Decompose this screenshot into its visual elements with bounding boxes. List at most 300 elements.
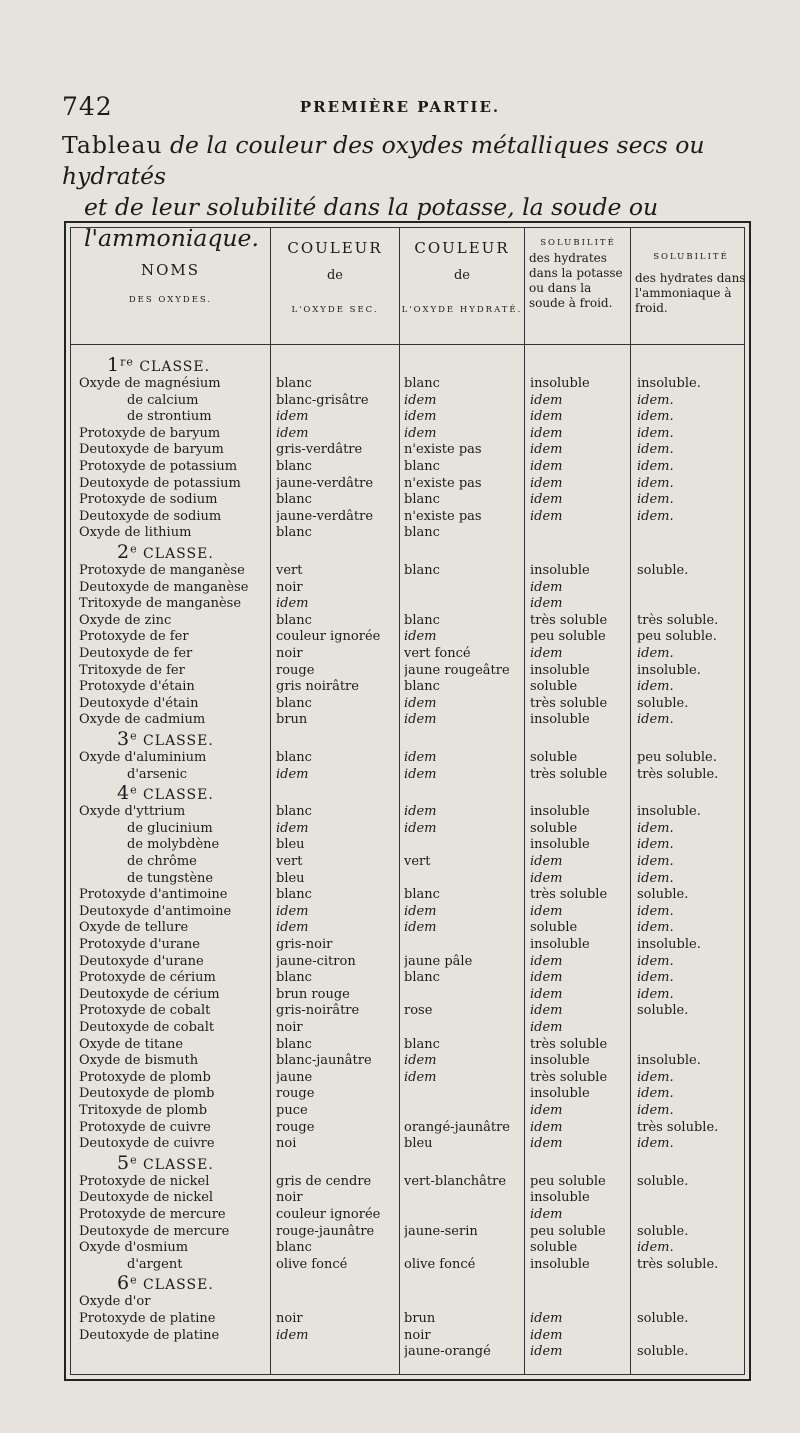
solubility-ammonia: insoluble. <box>637 662 701 678</box>
table-row <box>71 1206 744 1223</box>
hydrated-color: blanc <box>404 970 440 986</box>
solubility-alkali: idem <box>530 425 563 441</box>
col-header-sol-ammonia-top: SOLUBILITÉ <box>653 252 729 262</box>
table-row <box>71 579 744 596</box>
running-title: PREMIÈRE PARTIE. <box>299 98 501 116</box>
table-row <box>71 645 744 662</box>
table-row <box>71 953 744 970</box>
table-row <box>71 1102 744 1119</box>
table-row <box>71 612 744 629</box>
dry-color: blanc <box>276 1240 312 1256</box>
class-heading <box>107 354 210 376</box>
oxide-name: Deutoxyde de plomb <box>79 1086 215 1102</box>
oxide-name: Oxyde de tellure <box>79 920 189 936</box>
hydrated-color: n'existe pas <box>404 442 482 458</box>
class-number: 6 <box>117 1272 131 1295</box>
table-row <box>71 936 744 953</box>
table-row <box>71 562 744 579</box>
solubility-ammonia: idem. <box>637 392 674 408</box>
solubility-ammonia: idem. <box>637 920 674 936</box>
hydrated-color: blanc <box>404 563 440 578</box>
oxide-name: Deutoxyde de sodium <box>79 508 222 524</box>
oxide-name: Protoxyde d'antimoine <box>79 887 228 903</box>
class-label: CLASSE. <box>137 787 214 804</box>
class-label: CLASSE. <box>137 1156 214 1173</box>
col-header-names-main: NOMS <box>140 261 201 279</box>
table-row <box>71 458 744 475</box>
solubility-ammonia: idem. <box>637 903 674 919</box>
solubility-alkali: idem <box>530 1311 563 1326</box>
table-row <box>71 820 744 837</box>
class-number: 4 <box>117 782 131 805</box>
solubility-ammonia: idem. <box>637 712 674 728</box>
table-row <box>71 870 744 887</box>
solubility-alkali: idem <box>530 870 563 886</box>
oxide-name: d'argent <box>127 1256 183 1272</box>
oxide-table <box>64 221 751 1381</box>
hydrated-color: blanc <box>404 492 440 508</box>
dry-color: idem <box>276 920 309 936</box>
table-row <box>71 836 744 853</box>
oxide-name: de tungstène <box>127 870 214 886</box>
table-row <box>71 986 744 1003</box>
table-row <box>71 1036 744 1053</box>
solubility-ammonia: idem. <box>637 986 674 1002</box>
solubility-alkali: très soluble <box>530 1036 608 1052</box>
class-heading <box>117 1152 214 1174</box>
solubility-alkali: idem <box>530 596 563 612</box>
col-header-sol-alkali <box>529 236 627 311</box>
solubility-ammonia: idem. <box>637 646 674 661</box>
table-row <box>71 1327 744 1344</box>
solubility-alkali: insoluble <box>530 1086 590 1102</box>
solubility-alkali: idem <box>530 1207 563 1222</box>
table-inner-frame <box>70 227 745 1375</box>
solubility-alkali: insoluble <box>530 1053 590 1069</box>
oxide-name: Deutoxyde de platine <box>79 1327 220 1343</box>
dry-color: noir <box>276 646 303 661</box>
class-number-suffix: e <box>130 542 138 556</box>
oxide-name: Deutoxyde d'antimoine <box>79 903 232 919</box>
hydrated-color: blanc <box>404 887 440 903</box>
solubility-ammonia: soluble. <box>637 563 689 578</box>
dry-color: blanc <box>276 970 312 986</box>
dry-color: brun <box>276 712 308 728</box>
col-header-names-sub: DES OXYDES. <box>128 295 213 305</box>
solubility-ammonia: idem. <box>637 425 674 441</box>
solubility-ammonia: idem. <box>637 1240 674 1256</box>
solubility-alkali: idem <box>530 903 563 919</box>
dry-color: idem <box>276 820 309 836</box>
col-header-sol-alkali-top: SOLUBILITÉ <box>540 238 616 248</box>
table-row <box>71 1343 744 1360</box>
solubility-ammonia: soluble. <box>637 1344 689 1360</box>
hydrated-color: idem <box>404 1069 437 1085</box>
table-row <box>71 1256 744 1273</box>
solubility-ammonia: soluble. <box>637 887 689 903</box>
dry-color: brun rouge <box>276 986 350 1002</box>
hydrated-color: blanc <box>404 1036 440 1052</box>
col-header-sol-alkali-text: des hydrates dans la potasse ou dans la soude à froid. <box>529 251 623 310</box>
dry-color: puce <box>276 1103 308 1118</box>
dry-color: rouge <box>276 1119 315 1135</box>
col-header-dry <box>271 240 399 318</box>
solubility-alkali: soluble <box>530 920 578 936</box>
oxide-name: Tritoxyde de plomb <box>79 1103 208 1118</box>
solubility-ammonia: idem. <box>637 442 674 458</box>
dry-color: jaune-citron <box>276 953 356 969</box>
hydrated-color: vert-blanchâtre <box>404 1173 507 1189</box>
class-number: 5 <box>117 1151 131 1174</box>
dry-color: gris de cendre <box>276 1173 372 1189</box>
table-row <box>71 749 744 766</box>
dry-color: noir <box>276 579 303 595</box>
solubility-alkali: soluble <box>530 679 578 695</box>
oxide-name: Protoxyde de cuivre <box>79 1119 211 1135</box>
class-number-suffix: re <box>120 355 134 369</box>
oxide-name: de calcium <box>127 392 199 408</box>
oxide-name: Deutoxyde de fer <box>79 646 193 661</box>
hydrated-color: blanc <box>404 679 440 695</box>
table-row <box>71 803 744 820</box>
dry-color: idem <box>276 1327 309 1343</box>
solubility-ammonia: soluble. <box>637 1003 689 1019</box>
dry-color: idem <box>276 903 309 919</box>
dry-color: idem <box>276 425 309 441</box>
solubility-ammonia: très soluble. <box>637 1256 719 1272</box>
oxide-name: de molybdène <box>127 837 220 853</box>
class-heading <box>117 782 214 804</box>
hydrated-color: orangé-jaunâtre <box>404 1119 510 1135</box>
solubility-alkali: idem <box>530 1119 563 1135</box>
col-header-hydrated-main: COULEUR <box>414 239 510 257</box>
table-row <box>71 628 744 645</box>
table-row <box>71 969 744 986</box>
oxide-name: Tritoxyde de fer <box>79 662 185 678</box>
solubility-alkali: idem <box>530 475 563 491</box>
solubility-ammonia: idem. <box>637 679 674 695</box>
hydrated-color: n'existe pas <box>404 508 482 524</box>
oxide-name: Oxyde de magnésium <box>79 376 221 391</box>
solubility-alkali: idem <box>530 409 563 425</box>
title-lead: Tableau <box>62 131 163 159</box>
hydrated-color: idem <box>404 804 437 820</box>
solubility-alkali: insoluble <box>530 662 590 678</box>
oxide-name: Oxyde de cadmium <box>79 712 206 728</box>
oxide-name: Deutoxyde de potassium <box>79 475 241 491</box>
solubility-ammonia: idem. <box>637 492 674 508</box>
solubility-ammonia: peu soluble. <box>637 629 717 645</box>
table-row <box>71 1119 744 1136</box>
solubility-alkali: soluble <box>530 1240 578 1256</box>
table-row <box>71 1019 744 1036</box>
solubility-ammonia: peu soluble. <box>637 750 717 765</box>
table-row <box>71 508 744 525</box>
oxide-name: de glucinium <box>127 820 213 836</box>
oxide-name: Protoxyde de baryum <box>79 425 221 441</box>
hydrated-color: jaune rougeâtre <box>404 662 510 678</box>
hydrated-color: vert foncé <box>404 646 471 661</box>
dry-color: blanc <box>276 525 312 541</box>
table-row <box>71 1085 744 1102</box>
solubility-alkali: très soluble <box>530 695 608 711</box>
hydrated-color: idem <box>404 903 437 919</box>
table-row <box>71 1002 744 1019</box>
hydrated-color: idem <box>404 766 437 782</box>
dry-color: gris-noirâtre <box>276 1003 360 1019</box>
solubility-alkali: idem <box>530 970 563 986</box>
table-row <box>71 524 744 541</box>
title-line-2: et de leur solubilité dans la potasse, la soude ou l'ammoniaque. <box>84 193 659 252</box>
oxide-name: Deutoxyde de nickel <box>79 1190 214 1206</box>
dry-color: blanc <box>276 804 312 820</box>
title-line-1: de la couleur des oxydes métalliques secs ou hydratés <box>62 131 705 190</box>
class-label: CLASSE. <box>137 733 214 749</box>
dry-color: noir <box>276 1190 303 1206</box>
oxide-name: Deutoxyde de cérium <box>79 986 220 1002</box>
solubility-ammonia: idem. <box>637 409 674 425</box>
table-row <box>71 1239 744 1256</box>
dry-color: couleur ignorée <box>276 629 381 645</box>
oxide-name: Deutoxyde de cobalt <box>79 1020 215 1035</box>
class-number: 1 <box>107 354 121 376</box>
oxide-name: Deutoxyde de baryum <box>79 442 224 458</box>
table-row <box>71 903 744 920</box>
dry-color: blanc <box>276 887 312 903</box>
dry-color: gris-verdâtre <box>276 442 363 458</box>
solubility-ammonia: idem. <box>637 459 674 474</box>
class-number-suffix: e <box>130 783 138 797</box>
solubility-ammonia: idem. <box>637 1086 674 1102</box>
oxide-name: Protoxyde de platine <box>79 1311 216 1326</box>
hydrated-color: blanc <box>404 459 440 474</box>
oxide-name: Protoxyde de manganèse <box>79 563 245 578</box>
solubility-alkali: insoluble <box>530 376 590 391</box>
dry-color: jaune-verdâtre <box>276 475 374 491</box>
solubility-ammonia: idem. <box>637 854 674 869</box>
solubility-ammonia: soluble. <box>637 1223 689 1239</box>
class-label: CLASSE. <box>137 546 214 562</box>
solubility-alkali: soluble <box>530 820 578 836</box>
col-header-dry-main: COULEUR <box>287 239 383 257</box>
oxide-name: Protoxyde de plomb <box>79 1069 211 1085</box>
solubility-alkali: idem <box>530 854 563 869</box>
solubility-ammonia: idem. <box>637 953 674 969</box>
solubility-alkali: idem <box>530 579 563 595</box>
solubility-alkali: idem <box>530 459 563 474</box>
dry-color: blanc-jaunâtre <box>276 1053 372 1069</box>
solubility-ammonia: soluble. <box>637 695 689 711</box>
dry-color: gris noirâtre <box>276 679 359 695</box>
col-header-names <box>71 262 270 308</box>
table-row <box>71 595 744 612</box>
hydrated-color: idem <box>404 629 437 645</box>
oxide-name: Protoxyde de mercure <box>79 1207 226 1222</box>
solubility-alkali: très soluble <box>530 612 608 628</box>
solubility-alkali: peu soluble <box>530 1173 606 1189</box>
hydrated-color: n'existe pas <box>404 475 482 491</box>
table-row <box>71 1293 744 1310</box>
hydrated-color: idem <box>404 820 437 836</box>
hydrated-color: idem <box>404 392 437 408</box>
oxide-name: Protoxyde d'urane <box>79 937 200 952</box>
table-row <box>71 408 744 425</box>
oxide-name: Oxyde de bismuth <box>79 1053 199 1069</box>
table-row <box>71 678 744 695</box>
dry-color: rouge-jaunâtre <box>276 1223 375 1239</box>
solubility-alkali: insoluble <box>530 804 590 820</box>
dry-color: blanc <box>276 612 312 628</box>
table-row <box>71 475 744 492</box>
table-row <box>71 425 744 442</box>
hydrated-color: idem <box>404 695 437 711</box>
oxide-name: Oxyde d'yttrium <box>79 804 186 820</box>
oxide-name: Oxyde de titane <box>79 1036 184 1052</box>
hydrated-color: rose <box>404 1003 433 1019</box>
col-header-hydrated-sub: L'OXYDE HYDRATÉ. <box>401 305 523 315</box>
class-heading <box>117 541 214 563</box>
table-row <box>71 1135 744 1152</box>
hydrated-color: blanc <box>404 376 440 391</box>
table-row <box>71 919 744 936</box>
solubility-alkali: idem <box>530 953 563 969</box>
table-row <box>71 1173 744 1190</box>
solubility-alkali: très soluble <box>530 1069 608 1085</box>
solubility-ammonia: idem. <box>637 475 674 491</box>
solubility-ammonia: idem. <box>637 1103 674 1118</box>
oxide-name: Protoxyde de cobalt <box>79 1003 211 1019</box>
table-row <box>71 1052 744 1069</box>
table-row <box>71 1069 744 1086</box>
oxide-name: Protoxyde de sodium <box>79 492 218 508</box>
oxide-name: Oxyde de lithium <box>79 525 192 541</box>
dry-color: idem <box>276 596 309 612</box>
class-heading <box>117 728 214 750</box>
dry-color: blanc <box>276 695 312 711</box>
solubility-alkali: peu soluble <box>530 629 606 645</box>
dry-color: vert <box>276 854 303 869</box>
table-row <box>71 1189 744 1206</box>
dry-color: blanc <box>276 376 312 391</box>
solubility-ammonia: très soluble. <box>637 1119 719 1135</box>
col-header-sol-ammonia <box>635 250 747 316</box>
hydrated-color: jaune-orangé <box>404 1344 491 1360</box>
oxide-name: Oxyde d'aluminium <box>79 750 207 765</box>
col-header-hydrated-mid: de <box>453 268 470 283</box>
oxide-name: Oxyde d'osmium <box>79 1240 189 1256</box>
dry-color: noir <box>276 1020 303 1035</box>
solubility-ammonia: soluble. <box>637 1311 689 1326</box>
oxide-name: Deutoxyde de manganèse <box>79 579 249 595</box>
hydrated-color: blanc <box>404 525 440 541</box>
solubility-alkali: peu soluble <box>530 1223 606 1239</box>
oxide-name: Deutoxyde d'étain <box>79 695 199 711</box>
solubility-ammonia: insoluble. <box>637 1053 701 1069</box>
solubility-ammonia: idem. <box>637 820 674 836</box>
dry-color: couleur ignorée <box>276 1207 381 1222</box>
hydrated-color: idem <box>404 425 437 441</box>
oxide-name: Deutoxyde de mercure <box>79 1223 230 1239</box>
solubility-alkali: idem <box>530 492 563 508</box>
solubility-ammonia: idem. <box>637 1069 674 1085</box>
table-row <box>71 375 744 392</box>
table-row <box>71 1223 744 1240</box>
class-label: CLASSE. <box>137 1277 214 1294</box>
dry-color: idem <box>276 409 309 425</box>
table-row <box>71 711 744 728</box>
dry-color: blanc-grisâtre <box>276 392 369 408</box>
table-row <box>71 1310 744 1327</box>
table-row <box>71 662 744 679</box>
class-number-suffix: e <box>130 1273 138 1287</box>
dry-color: noir <box>276 1311 303 1326</box>
hydrated-color: bleu <box>404 1136 433 1152</box>
oxide-name: Deutoxyde de cuivre <box>79 1136 215 1152</box>
hydrated-color: jaune-serin <box>404 1223 478 1239</box>
dry-color: blanc <box>276 1036 312 1052</box>
dry-color: bleu <box>276 870 305 886</box>
solubility-ammonia: soluble. <box>637 1173 689 1189</box>
oxide-name: Oxyde de zinc <box>79 612 172 628</box>
dry-color: jaune <box>276 1069 313 1085</box>
solubility-ammonia: très soluble. <box>637 766 719 782</box>
solubility-alkali: idem <box>530 442 563 458</box>
solubility-alkali: insoluble <box>530 937 590 952</box>
solubility-alkali: insoluble <box>530 837 590 853</box>
oxide-name: Protoxyde de fer <box>79 629 189 645</box>
solubility-alkali: insoluble <box>530 712 590 728</box>
oxide-name: de chrôme <box>127 854 197 869</box>
dry-color: gris-noir <box>276 937 333 952</box>
table-row <box>71 441 744 458</box>
hydrated-color: idem <box>404 409 437 425</box>
hydrated-color: idem <box>404 750 437 765</box>
table-row <box>71 392 744 409</box>
oxide-name: Tritoxyde de manganèse <box>79 596 242 612</box>
oxide-name: Deutoxyde d'urane <box>79 953 204 969</box>
oxide-name: Protoxyde de nickel <box>79 1173 210 1189</box>
hydrated-color: jaune pâle <box>404 953 473 969</box>
hydrated-color: vert <box>404 854 431 869</box>
solubility-alkali: soluble <box>530 750 578 765</box>
solubility-ammonia: insoluble. <box>637 937 701 952</box>
oxide-name: Protoxyde de cérium <box>79 970 216 986</box>
solubility-alkali: idem <box>530 1103 563 1118</box>
dry-color: vert <box>276 563 303 578</box>
class-number: 3 <box>117 728 131 750</box>
header-rule <box>71 344 744 345</box>
table-row <box>71 853 744 870</box>
dry-color: rouge <box>276 1086 315 1102</box>
hydrated-color: blanc <box>404 612 440 628</box>
solubility-alkali: idem <box>530 1003 563 1019</box>
oxide-name: d'arsenic <box>127 766 188 782</box>
table-row <box>71 766 744 783</box>
solubility-ammonia: idem. <box>637 508 674 524</box>
class-number-suffix: e <box>130 729 138 743</box>
solubility-alkali: insoluble <box>530 563 590 578</box>
dry-color: blanc <box>276 459 312 474</box>
solubility-ammonia: idem. <box>637 1136 674 1152</box>
hydrated-color: noir <box>404 1327 431 1343</box>
solubility-alkali: idem <box>530 986 563 1002</box>
dry-color: blanc <box>276 750 312 765</box>
page-header <box>0 92 800 122</box>
solubility-alkali: insoluble <box>530 1190 590 1206</box>
oxide-name: Protoxyde d'étain <box>79 679 195 695</box>
hydrated-color: idem <box>404 920 437 936</box>
dry-color: jaune-verdâtre <box>276 508 374 524</box>
